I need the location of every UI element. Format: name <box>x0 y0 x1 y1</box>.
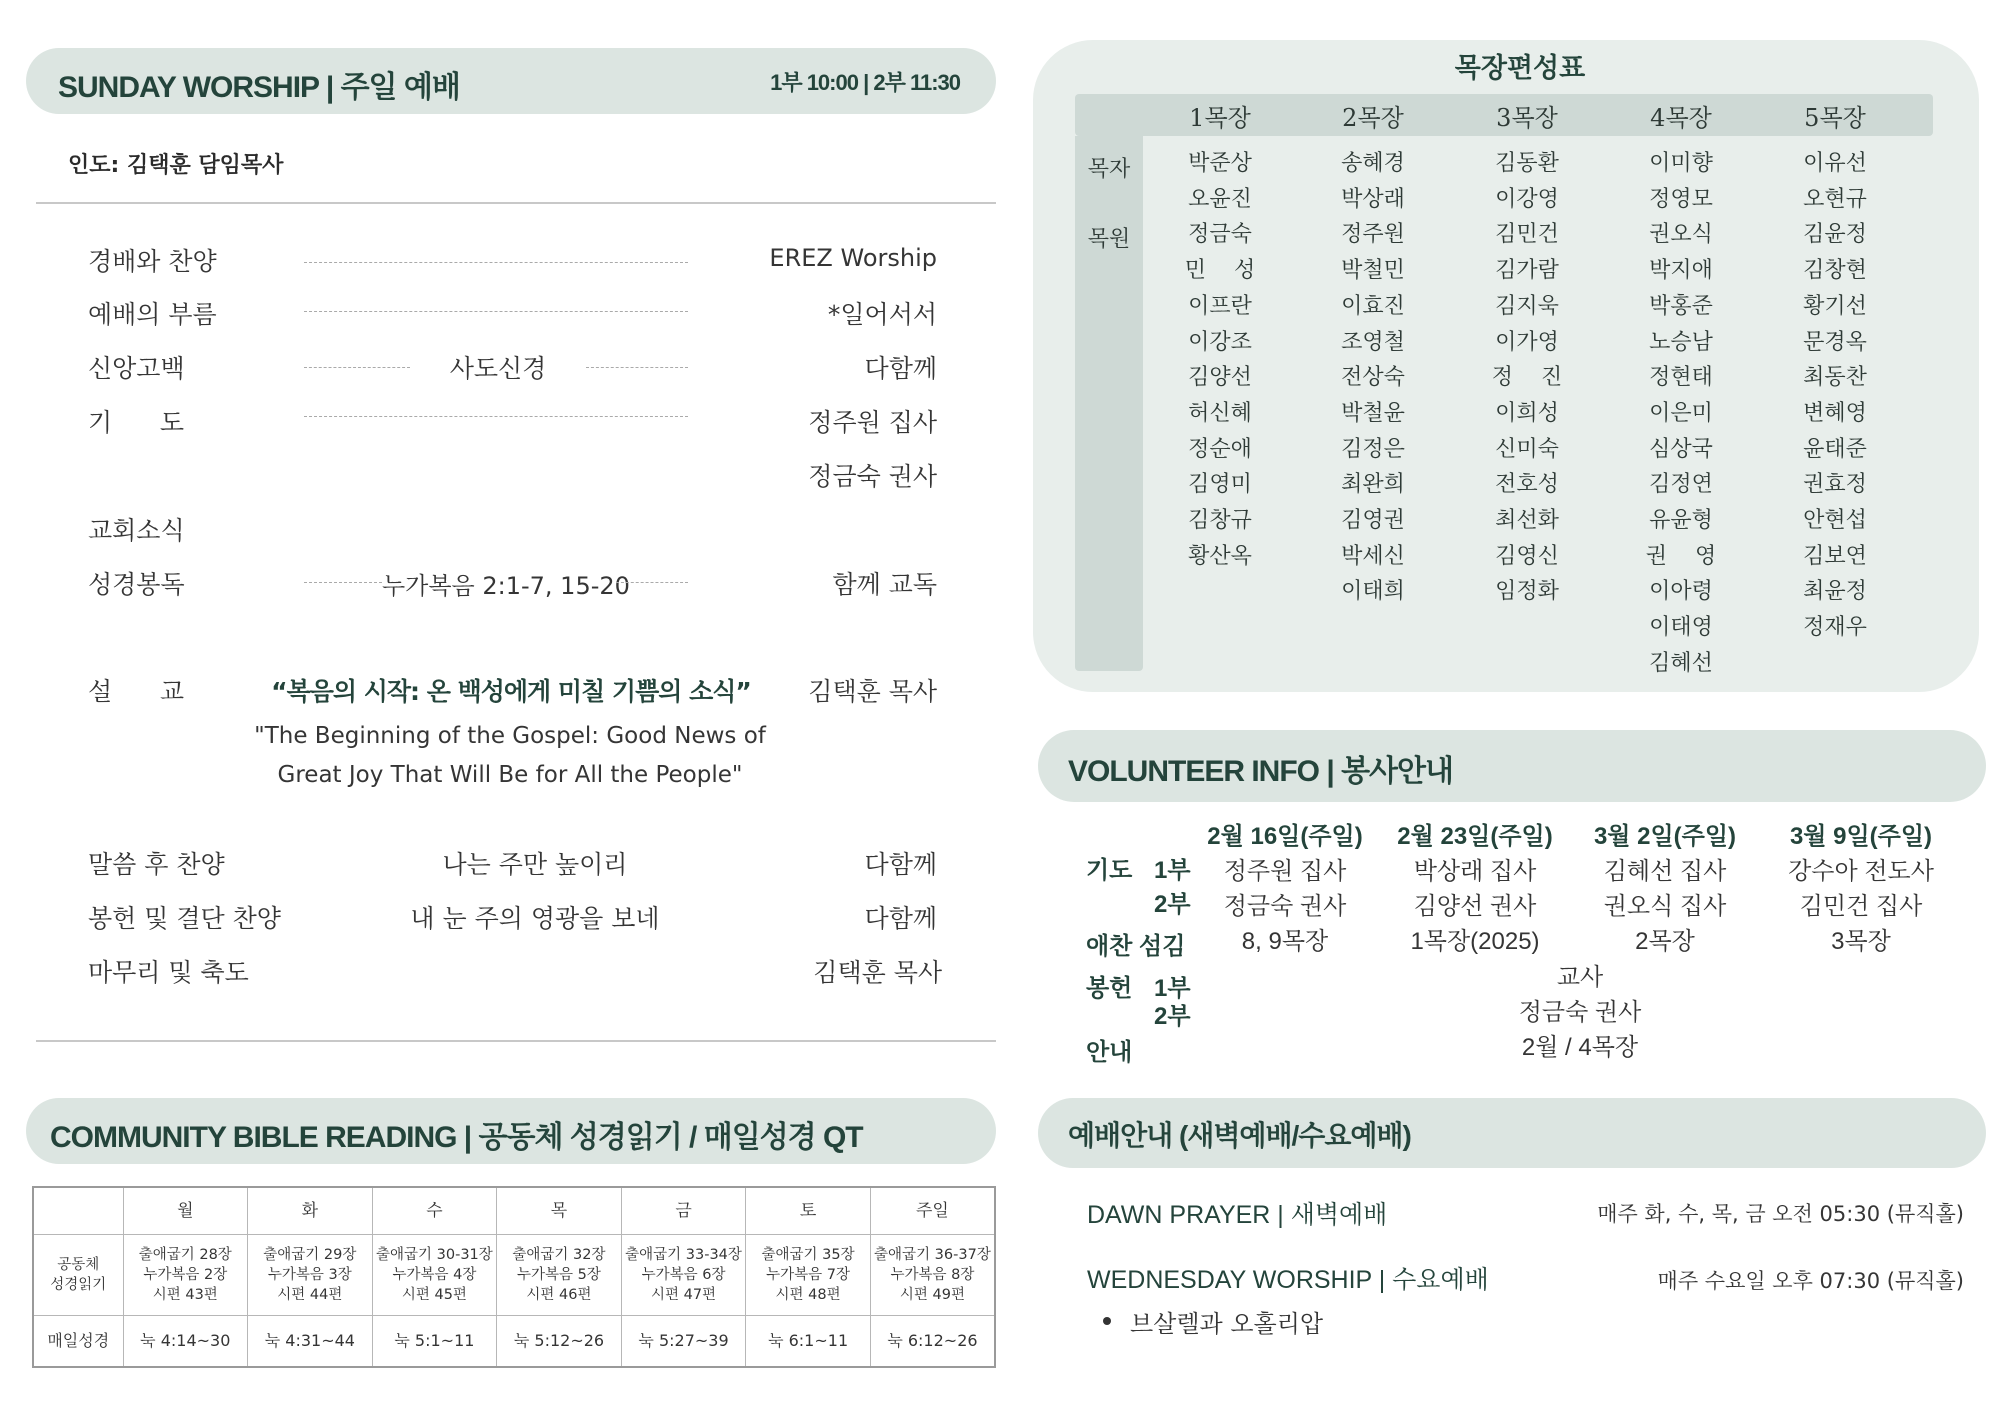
roster-member: 이강영 <box>1495 186 1559 212</box>
roster-member: 김혜선 <box>1649 650 1713 676</box>
roster-member: 권오식 <box>1649 222 1713 248</box>
roster-member: 김가람 <box>1495 258 1559 284</box>
roster-member: 심상국 <box>1649 436 1713 462</box>
vol-offering-1-label: 1부 <box>1154 975 1191 1002</box>
roster-member: 이태희 <box>1341 579 1405 605</box>
roster-member: 김창현 <box>1803 258 1867 284</box>
divider-bottom <box>36 1040 996 1042</box>
after-right-1: 다함께 <box>864 850 937 879</box>
vol-choir-3: 2목장 <box>1635 928 1695 955</box>
volunteer-title: VOLUNTEER INFO | 봉사안내 <box>1068 755 1453 788</box>
roster-title: 목장편성표 <box>1454 53 1586 83</box>
roster-member: 박지애 <box>1649 258 1713 284</box>
roster-member: 황기선 <box>1803 293 1867 319</box>
vol-guide: 2월 / 4목장 <box>1521 1034 1639 1061</box>
day-wed: 수 <box>372 1187 497 1235</box>
roster-member: 최동찬 <box>1803 365 1867 391</box>
roster-column <box>1313 146 1433 610</box>
roster-member: 박세신 <box>1341 543 1405 569</box>
order-label-4: 기 도 <box>88 408 184 437</box>
vol-date-4: 3월 9일(주일) <box>1789 823 1933 850</box>
vol-prayer2-4: 김민건 집사 <box>1799 893 1923 920</box>
leader-dots-3b <box>586 367 688 368</box>
wed-time: 매주 수요일 오후 07:30 (뮤직홀) <box>1657 1269 1964 1293</box>
leader-dots-7a <box>304 582 382 583</box>
roster-column <box>1467 146 1587 610</box>
roster-member: 황산옥 <box>1188 543 1252 569</box>
roster-side-leader: 목자 <box>1087 157 1131 182</box>
roster-member: 김양선 <box>1188 365 1252 391</box>
vol-guide-label: 안내 <box>1086 1039 1133 1066</box>
roster-member: 이효진 <box>1341 293 1405 319</box>
reading-cell: 출애굽기 30-31장 누가복음 4장 시편 45편 <box>372 1235 497 1316</box>
leader-dots-1 <box>304 262 688 263</box>
vol-offering-2-label: 2부 <box>1154 1003 1191 1030</box>
roster-member: 안현섭 <box>1803 508 1867 534</box>
vol-choir-label: 애찬 섬김 <box>1086 933 1186 960</box>
roster-member: 정주원 <box>1341 222 1405 248</box>
roster-member: 정순애 <box>1188 436 1252 462</box>
leader-dots-3a <box>304 367 410 368</box>
dawn-label: DAWN PRAYER | 새벽예배 <box>1087 1201 1388 1229</box>
reading-cell: 출애굽기 36-37장 누가복음 8장 시편 49편 <box>870 1235 995 1316</box>
vol-date-3: 3월 2일(주일) <box>1593 823 1737 850</box>
order-right-4: 정주원 집사 <box>808 408 937 437</box>
roster-member: 김동환 <box>1495 151 1559 176</box>
roster-member: 최윤정 <box>1803 579 1867 605</box>
qt-cell: 눅 5:27~39 <box>621 1316 746 1368</box>
roster-member: 조영철 <box>1341 329 1405 355</box>
vol-prayer1-1: 정주원 집사 <box>1223 858 1347 885</box>
day-mon: 월 <box>123 1187 248 1235</box>
order-label-6: 교회소식 <box>88 516 185 545</box>
reading-cell: 출애굽기 32장 누가복음 5장 시편 46편 <box>497 1235 622 1316</box>
order-label-1: 경배와 찬양 <box>88 247 217 276</box>
divider-top <box>36 202 996 204</box>
roster-member: 허신혜 <box>1188 400 1252 426</box>
roster-column <box>1775 146 1895 646</box>
roster-head-1: 1목장 <box>1189 104 1251 132</box>
reading-cell: 출애굽기 35장 누가복음 7장 시편 48편 <box>746 1235 871 1316</box>
roster-member: 이미향 <box>1649 151 1713 176</box>
leader-dots-4 <box>304 416 688 417</box>
roster-head-4: 4목장 <box>1650 104 1712 132</box>
reading-cell: 출애굽기 28장 누가복음 2장 시편 43편 <box>123 1235 248 1316</box>
roster-member: 정금숙 <box>1188 222 1252 248</box>
after-label-3: 마무리 및 축도 <box>88 958 249 987</box>
roster-member: 김보연 <box>1803 543 1867 569</box>
order-right-3: 다함께 <box>864 354 937 383</box>
order-right-7: 함께 교독 <box>832 570 937 599</box>
vol-prayer1-4: 강수아 전도사 <box>1788 858 1934 885</box>
wed-bullet-text: 브살렐과 오홀리압 <box>1130 1310 1324 1338</box>
roster-member: 권효정 <box>1803 472 1867 498</box>
dawn-time: 매주 화, 수, 목, 금 오전 05:30 (뮤직홀) <box>1597 1202 1964 1226</box>
worship-leader: 인도: 김택훈 담임목사 <box>68 153 284 178</box>
roster-member: 임정화 <box>1495 579 1559 605</box>
vol-choir-4: 3목장 <box>1831 928 1891 955</box>
qt-cell: 눅 5:1~11 <box>372 1316 497 1368</box>
day-sat: 토 <box>746 1187 871 1235</box>
roster-member: 김윤정 <box>1803 222 1867 248</box>
roster-member: 민 성 <box>1184 258 1256 284</box>
roster-member: 노승남 <box>1649 329 1713 355</box>
reading-cell: 출애굽기 29장 누가복음 3장 시편 44편 <box>248 1235 373 1316</box>
order-right-5: 정금숙 권사 <box>808 462 937 491</box>
sermon-title: “복음의 시작: 온 백성에게 미칠 기쁨의 소식” <box>271 677 751 706</box>
roster-head-2: 2목장 <box>1342 104 1404 132</box>
community-reading-row <box>33 1235 995 1316</box>
day-tue: 화 <box>248 1187 373 1235</box>
roster-member: 김창규 <box>1188 508 1252 534</box>
after-label-2: 봉헌 및 결단 찬양 <box>88 904 281 933</box>
bible-title: COMMUNITY BIBLE READING | 공동체 성경읽기 / 매일성경 QT <box>50 1121 863 1154</box>
roster-member: 송혜경 <box>1341 151 1405 176</box>
vol-offering-2: 정금숙 권사 <box>1518 999 1642 1026</box>
order-right-2: *일어서서 <box>827 300 937 329</box>
roster-member: 유윤형 <box>1649 508 1713 534</box>
vol-date-1: 2월 16일(주일) <box>1207 823 1363 850</box>
roster-member: 정영모 <box>1649 186 1713 212</box>
roster-head-3: 3목장 <box>1496 104 1558 132</box>
roster-member: 전상숙 <box>1341 365 1405 391</box>
roster-member: 이희성 <box>1495 400 1559 426</box>
roster-member: 신미숙 <box>1495 436 1559 462</box>
order-label-3: 신앙고백 <box>88 354 185 383</box>
order-label-7: 성경봉독 <box>88 570 185 599</box>
community-reading-label: 공동체 성경읽기 <box>33 1235 123 1316</box>
roster-member: 박철민 <box>1341 258 1405 284</box>
roster-member: 권 영 <box>1645 543 1717 569</box>
worship-times: 1부 10:00 | 2부 11:30 <box>770 70 960 95</box>
roster-member: 오윤진 <box>1188 186 1252 212</box>
vol-prayer-label: 기도 <box>1086 857 1133 884</box>
bible-corner-cell <box>33 1187 123 1235</box>
after-mid-1: 나는 주만 높이리 <box>442 850 628 879</box>
vol-choir-1: 8, 9목장 <box>1241 928 1329 955</box>
after-right-3: 김택훈 목사 <box>813 958 942 987</box>
roster-member: 정 진 <box>1491 365 1563 391</box>
roster-member: 최선화 <box>1495 508 1559 534</box>
reading-cell: 출애굽기 33-34장 누가복음 6장 시편 47편 <box>621 1235 746 1316</box>
sermon-english-2: Great Joy That Will Be for All the People" <box>277 762 743 788</box>
after-right-2: 다함께 <box>864 904 937 933</box>
roster-side-band <box>1075 136 1143 671</box>
order-mid-7: 누가복음 2:1-7, 15-20 <box>382 572 630 600</box>
roster-member: 김영신 <box>1495 543 1559 569</box>
leader-dots-2 <box>304 311 688 312</box>
order-right-1: EREZ Worship <box>769 244 937 272</box>
wed-label: WEDNESDAY WORSHIP | 수요예배 <box>1087 1266 1489 1294</box>
vol-prayer1-2: 박상래 집사 <box>1413 858 1537 885</box>
after-mid-2: 내 눈 주의 영광을 보네 <box>410 904 660 933</box>
qt-cell: 눅 6:12~26 <box>870 1316 995 1368</box>
roster-member: 이은미 <box>1649 400 1713 426</box>
roster-member: 김정은 <box>1341 436 1405 462</box>
day-fri: 금 <box>621 1187 746 1235</box>
qt-cell: 눅 4:14~30 <box>123 1316 248 1368</box>
sermon-english-1: "The Beginning of the Gospel: Good News of <box>254 723 766 749</box>
roster-member: 정재우 <box>1803 615 1867 641</box>
roster-member: 김정연 <box>1649 472 1713 498</box>
roster-member: 이가영 <box>1495 329 1559 355</box>
vol-prayer-1-label: 1부 <box>1154 857 1191 884</box>
bullet-dot <box>1103 1317 1111 1325</box>
qt-cell: 눅 5:12~26 <box>497 1316 622 1368</box>
roster-member: 이강조 <box>1188 329 1252 355</box>
daily-bible-row <box>33 1316 995 1368</box>
roster-member: 김민건 <box>1495 222 1559 248</box>
vol-prayer2-1: 정금숙 권사 <box>1223 893 1347 920</box>
roster-side-members: 목원 <box>1087 227 1131 252</box>
roster-member: 이유선 <box>1803 151 1867 176</box>
after-label-1: 말씀 후 찬양 <box>88 850 225 879</box>
sermon-preacher: 김택훈 목사 <box>808 677 937 706</box>
roster-member: 문경옥 <box>1803 329 1867 355</box>
roster-column <box>1160 146 1280 574</box>
roster-member: 김영미 <box>1188 472 1252 498</box>
roster-member: 김지욱 <box>1495 293 1559 319</box>
roster-column <box>1621 146 1741 682</box>
services-title: 예배안내 (새벽예배/수요예배) <box>1068 1120 1411 1151</box>
roster-member: 박홍준 <box>1649 293 1713 319</box>
qt-cell: 눅 6:1~11 <box>746 1316 871 1368</box>
bible-head-row <box>33 1187 995 1235</box>
roster-member: 정현태 <box>1649 365 1713 391</box>
roster-head-5: 5목장 <box>1804 104 1866 132</box>
vol-choir-2: 1목장(2025) <box>1410 928 1540 955</box>
worship-title: SUNDAY WORSHIP | 주일 예배 <box>58 71 460 104</box>
roster-member: 오현규 <box>1803 186 1867 212</box>
vol-prayer2-2: 김양선 권사 <box>1413 893 1537 920</box>
vol-prayer2-3: 권오식 집사 <box>1603 893 1727 920</box>
roster-member: 이태영 <box>1649 615 1713 641</box>
vol-prayer-2-label: 2부 <box>1154 891 1191 918</box>
qt-cell: 눅 4:31~44 <box>248 1316 373 1368</box>
roster-member: 김영권 <box>1341 508 1405 534</box>
roster-member: 이아령 <box>1649 579 1713 605</box>
day-thu: 목 <box>497 1187 622 1235</box>
roster-member: 박철윤 <box>1341 400 1405 426</box>
roster-member: 변혜영 <box>1803 400 1867 426</box>
vol-offering-1: 교사 <box>1556 964 1604 991</box>
sermon-label: 설 교 <box>88 677 184 706</box>
roster-member: 최완희 <box>1341 472 1405 498</box>
roster-member: 전호성 <box>1495 472 1559 498</box>
vol-offering-label: 봉헌 <box>1086 975 1133 1002</box>
roster-member: 이프란 <box>1188 293 1252 319</box>
vol-prayer1-3: 김혜선 집사 <box>1603 858 1727 885</box>
leader-dots-7b <box>616 582 688 583</box>
vol-date-2: 2월 23일(주일) <box>1397 823 1553 850</box>
bible-reading-table <box>32 1186 996 1368</box>
order-mid-3: 사도신경 <box>449 354 547 383</box>
daily-bible-label: 매일성경 <box>33 1316 123 1368</box>
roster-member: 윤태준 <box>1803 436 1867 462</box>
order-label-2: 예배의 부름 <box>88 300 217 329</box>
roster-member: 박상래 <box>1341 186 1405 212</box>
roster-member: 박준상 <box>1188 151 1252 176</box>
day-sun: 주일 <box>870 1187 995 1235</box>
